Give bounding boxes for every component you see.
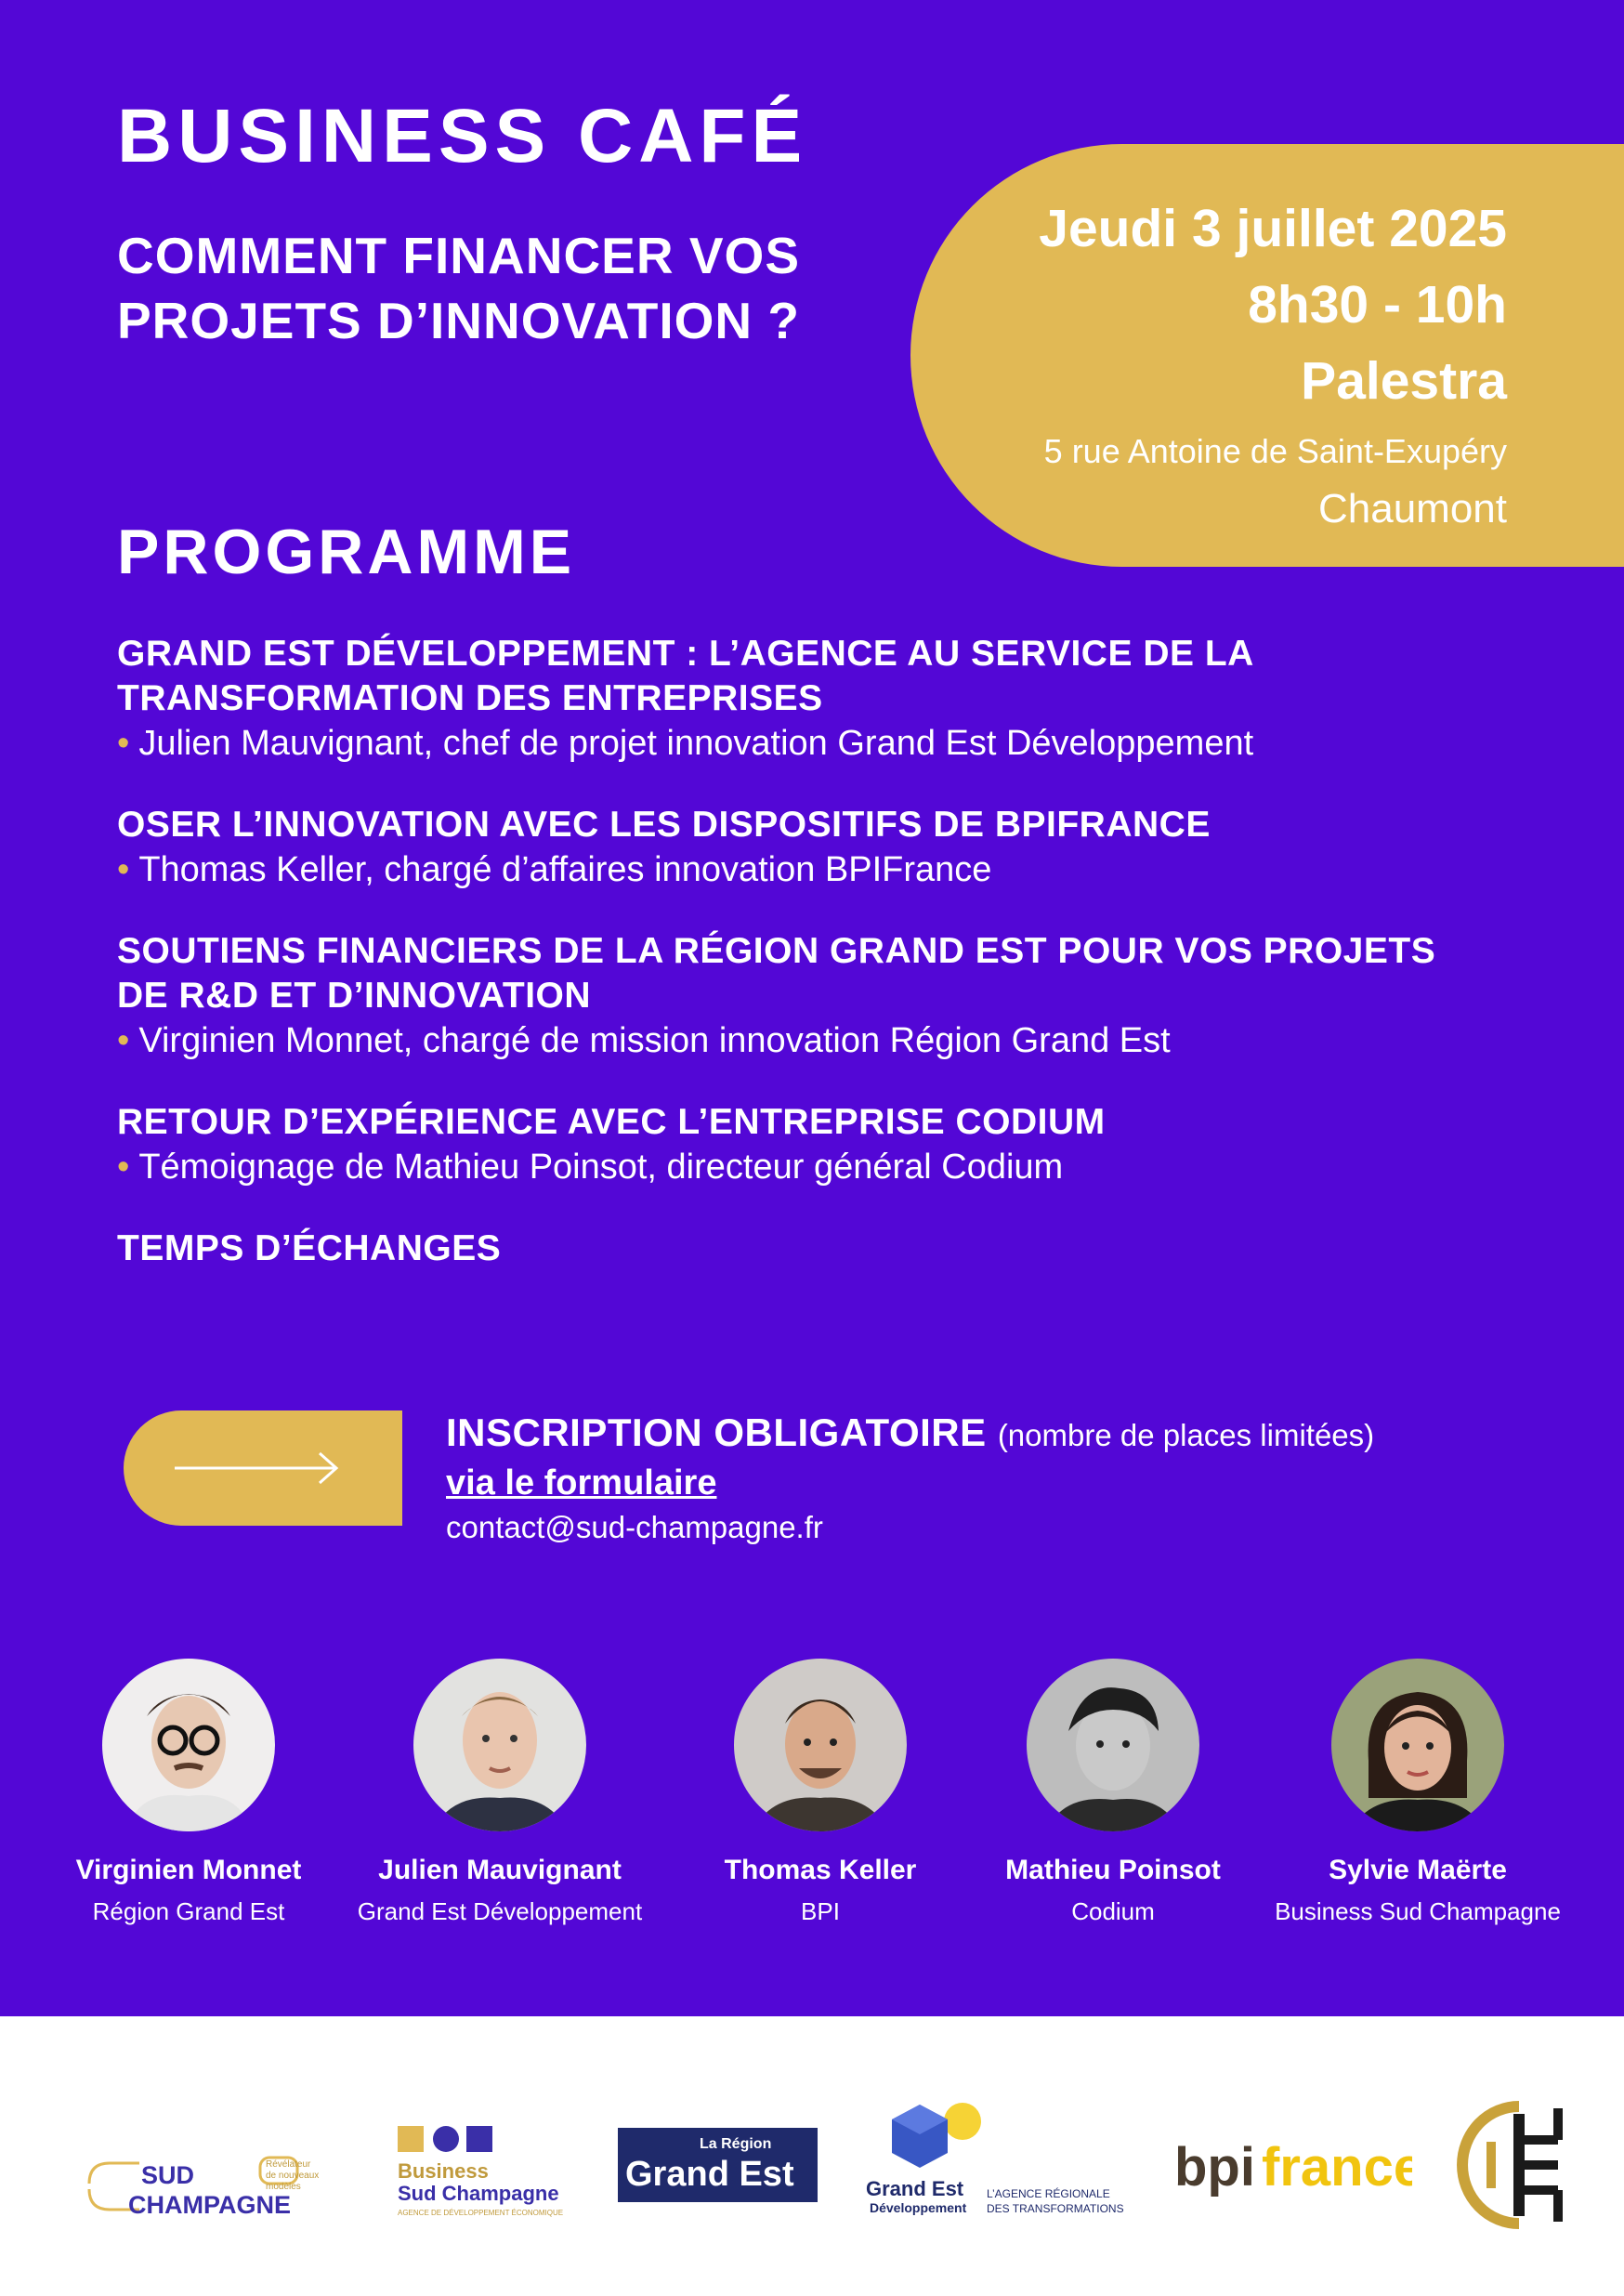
speaker-card bbox=[955, 1659, 1271, 1928]
speaker-photo bbox=[734, 1659, 907, 1831]
speaker-photo bbox=[1331, 1659, 1504, 1831]
speaker-org: Codium bbox=[1071, 1897, 1155, 1925]
speaker-text: Julien Mauvignant, chef de projet innovation Grand Est Développement bbox=[138, 724, 1254, 763]
logo-text: La Région bbox=[700, 2136, 772, 2152]
registration-note: (nombre de places limitées) bbox=[997, 1418, 1375, 1452]
speaker-text: Thomas Keller, chargé d’affaires innovation BPIFrance bbox=[138, 850, 992, 889]
logo-text: modèles bbox=[266, 2182, 301, 2192]
grand-est-developpement-logo bbox=[864, 2095, 1143, 2235]
speaker-card bbox=[662, 1659, 978, 1928]
programme-item-title bbox=[117, 632, 1492, 721]
programme-heading: PROGRAMME bbox=[117, 517, 576, 587]
event-venue: Palestra bbox=[1301, 351, 1507, 411]
event-title: BUSINESS CAFÉ bbox=[117, 94, 808, 178]
speaker-org: Business Sud Champagne bbox=[1275, 1897, 1561, 1925]
arrow-right-icon bbox=[175, 1450, 342, 1487]
programme-item-speaker bbox=[117, 721, 1492, 766]
bullet-icon: • bbox=[117, 1021, 130, 1060]
logo-text: france bbox=[1262, 2137, 1412, 2198]
speaker-text: Virginien Monnet, chargé de mission innovation Région Grand Est bbox=[138, 1021, 1171, 1060]
registration-form-link[interactable]: via le formulaire bbox=[446, 1463, 717, 1502]
programme-item bbox=[117, 803, 1492, 892]
logo-text: CHAMPAGNE bbox=[128, 2191, 291, 2219]
sud-champagne-logo bbox=[84, 2135, 353, 2237]
bullet-icon: • bbox=[117, 850, 130, 889]
logo-text: Développement bbox=[870, 2200, 967, 2215]
event-date: Jeudi 3 juillet 2025 bbox=[1039, 199, 1507, 258]
event-subtitle bbox=[117, 223, 916, 353]
subtitle-line: COMMENT FINANCER VOS bbox=[117, 227, 800, 284]
event-city: Chaumont bbox=[1317, 486, 1507, 531]
speaker-name: Thomas Keller bbox=[724, 1855, 917, 1885]
registration-info bbox=[446, 1408, 1374, 1548]
speaker-photo bbox=[1027, 1659, 1199, 1831]
speaker-card bbox=[31, 1659, 347, 1928]
programme-item bbox=[117, 1227, 1492, 1271]
registration-arrow-pill bbox=[124, 1410, 402, 1526]
logo-text: SUD bbox=[141, 2161, 195, 2189]
logo-text: Business bbox=[398, 2159, 489, 2183]
programme-item-speaker bbox=[117, 1145, 1492, 1189]
programme-item-title bbox=[117, 929, 1492, 1018]
speaker-photo bbox=[102, 1659, 275, 1831]
speaker-photo bbox=[413, 1659, 586, 1831]
programme-item-title bbox=[117, 803, 1492, 847]
region-grand-est-logo bbox=[618, 2128, 818, 2202]
speaker-text: Témoignage de Mathieu Poinsot, directeur général Codium bbox=[138, 1148, 1064, 1187]
logo-text: de nouveaux bbox=[266, 2171, 320, 2181]
event-address: 5 rue Antoine de Saint-Exupéry bbox=[1043, 432, 1507, 470]
bpifrance-logo bbox=[1171, 2128, 1412, 2211]
title-line: OSER L’INNOVATION AVEC LES DISPOSITIFS DE BPIFRANCE bbox=[117, 805, 1211, 845]
bullet-icon: • bbox=[117, 724, 130, 763]
speaker-card bbox=[342, 1659, 658, 1928]
programme-item-speaker bbox=[117, 1018, 1492, 1063]
programme-item bbox=[117, 632, 1492, 766]
title-line: SOUTIENS FINANCIERS DE LA RÉGION GRAND EST POUR VOS PROJETS bbox=[117, 931, 1436, 971]
event-info bbox=[1039, 190, 1507, 538]
speaker-org: Région Grand Est bbox=[92, 1897, 285, 1925]
business-sud-champagne-logo bbox=[390, 2119, 576, 2239]
title-line: DE R&D ET D’INNOVATION bbox=[117, 976, 592, 1016]
title-line: TRANSFORMATION DES ENTREPRISES bbox=[117, 678, 823, 718]
speaker-org: Grand Est Développement bbox=[357, 1897, 643, 1925]
programme-list bbox=[117, 632, 1492, 1308]
registration-heading bbox=[446, 1408, 1374, 1461]
logo-text: Grand Est bbox=[625, 2155, 794, 2194]
title-line: TEMPS D’ÉCHANGES bbox=[117, 1228, 502, 1268]
title-line: GRAND EST DÉVELOPPEMENT : L’AGENCE AU SERVICE DE LA bbox=[117, 634, 1254, 674]
programme-item-title bbox=[117, 1227, 1492, 1271]
event-time: 8h30 - 10h bbox=[1248, 275, 1507, 335]
logo-text: Grand Est bbox=[866, 2177, 964, 2200]
speaker-name: Virginien Monnet bbox=[75, 1855, 302, 1885]
programme-item-title bbox=[117, 1100, 1492, 1145]
codium-logo bbox=[1454, 2095, 1584, 2235]
bullet-icon: • bbox=[117, 1148, 130, 1187]
speaker-name: Mathieu Poinsot bbox=[1005, 1855, 1221, 1885]
subtitle-line: PROJETS D’INNOVATION ? bbox=[117, 292, 801, 349]
registration-label: INSCRIPTION OBLIGATOIRE bbox=[446, 1410, 987, 1454]
programme-item bbox=[117, 1100, 1492, 1189]
logo-text: AGENCE DE DÉVELOPPEMENT ÉCONOMIQUE bbox=[398, 2209, 564, 2217]
speaker-org: BPI bbox=[801, 1897, 840, 1925]
title-line: RETOUR D’EXPÉRIENCE AVEC L’ENTREPRISE CODIUM bbox=[117, 1102, 1106, 1142]
logo-text: Sud Champagne bbox=[398, 2182, 559, 2205]
speaker-name: Sylvie Maërte bbox=[1329, 1855, 1507, 1885]
logo-text: L’AGENCE RÉGIONALE bbox=[987, 2187, 1110, 2200]
programme-item-speaker bbox=[117, 847, 1492, 892]
speaker-card bbox=[1260, 1659, 1576, 1928]
speaker-name: Julien Mauvignant bbox=[378, 1855, 622, 1885]
logo-text: DES TRANSFORMATIONS bbox=[987, 2202, 1124, 2215]
partner-logos bbox=[0, 2016, 1624, 2296]
logo-text: Révélateur bbox=[266, 2159, 311, 2170]
logo-text: bpi bbox=[1174, 2137, 1255, 2198]
programme-item bbox=[117, 929, 1492, 1063]
contact-email: contact@sud-champagne.fr bbox=[446, 1510, 823, 1544]
